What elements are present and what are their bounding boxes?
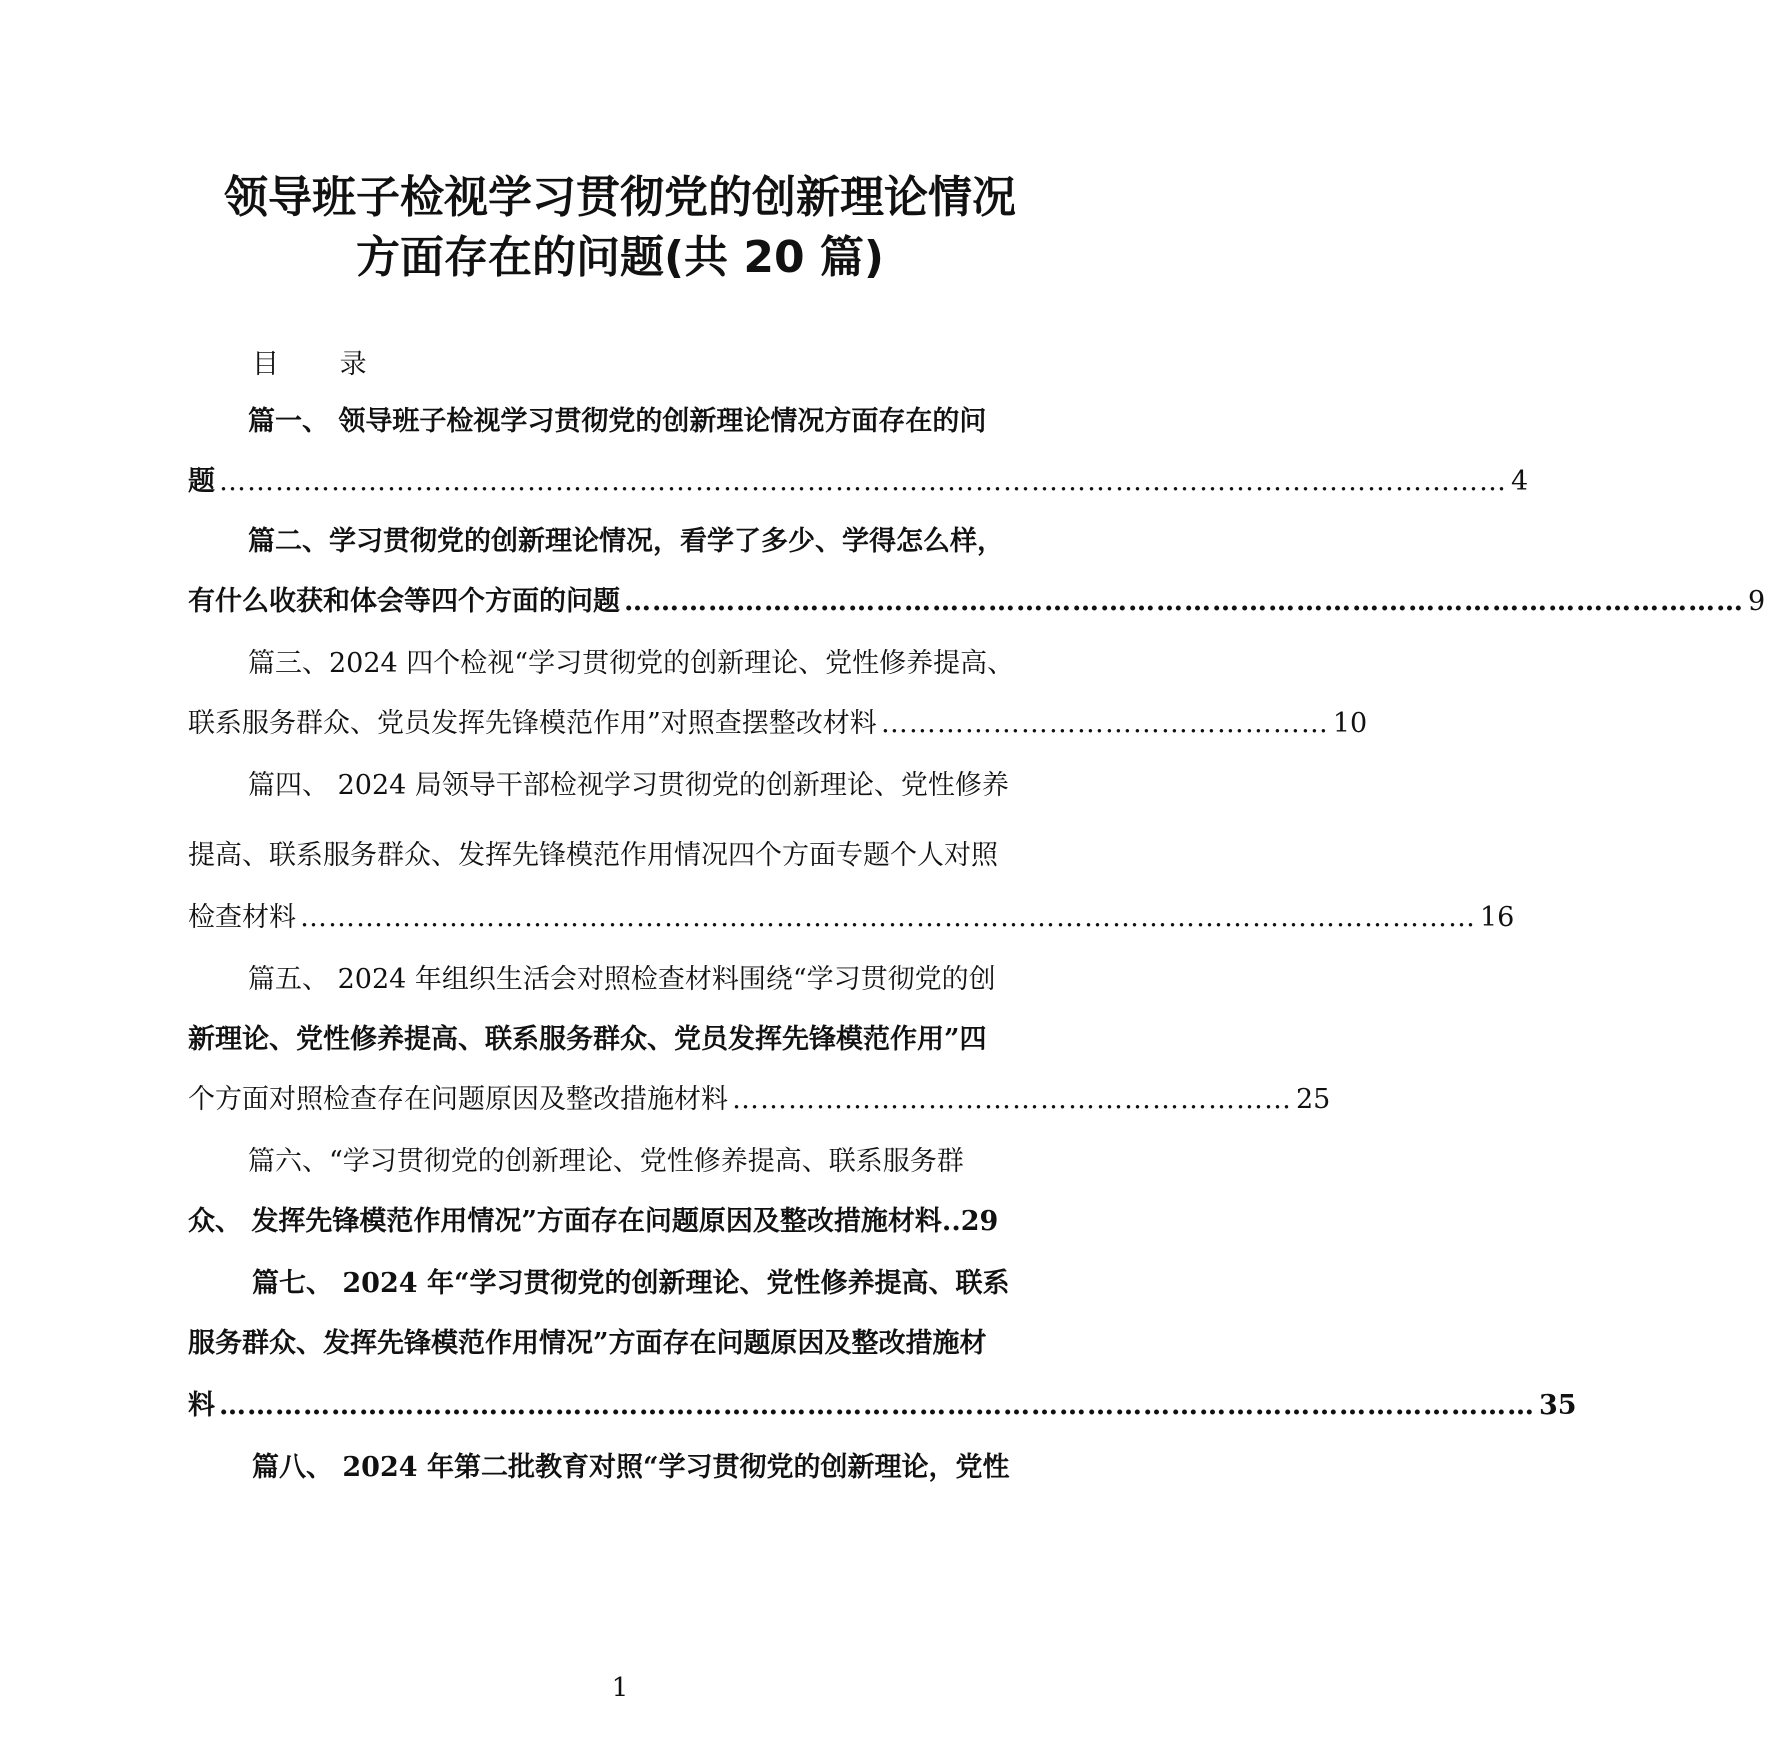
toc-heading: 目 录 [252,349,393,380]
toc-item-7-line1[interactable]: 篇七、 2024 年“学习贯彻党的创新理论、党性修养提高、联系 [252,1268,1010,1299]
toc-item-1-line2[interactable] [188,462,1529,502]
toc-item-5-line2[interactable]: 新理论、党性修养提高、联系服务群众、党员发挥先锋模范作用”四 [188,1024,987,1055]
toc-item-5-line1[interactable]: 篇五、 2024 年组织生活会对照检查材料围绕“学习贯彻党的创 [248,964,996,995]
toc-leader-dots: ……………………………………………………………………………………………………………… [300,902,1476,933]
toc-item-2-line1[interactable]: 篇二、学习贯彻党的创新理论情况，看学了多少、学得怎么样， [248,526,1004,557]
toc-item-1-line1[interactable]: 篇一、 领导班子检视学习贯彻党的创新理论情况方面存在的问 [248,406,987,437]
toc-item-2-page: 9 [1748,586,1765,617]
toc-item-4-line2[interactable]: 提高、联系服务群众、发挥先锋模范作用情况四个方面专题个人对照 [188,840,998,871]
toc-item-8-line1[interactable]: 篇八、 2024 年第二批教育对照“学习贯彻党的创新理论，党性 [252,1452,1010,1483]
toc-item-1-page: 4 [1511,466,1529,497]
toc-item-4-page: 16 [1480,902,1515,933]
document-title-line2: 方面存在的问题(共 20 篇) [355,232,885,283]
toc-item-5-page: 25 [1296,1084,1331,1115]
toc-leader-dots: ………………………………………… [880,708,1329,739]
toc-item-7-text: 料 [188,1390,215,1421]
document-title-line1: 领导班子检视学习贯彻党的创新理论情况 [224,172,1016,223]
toc-leader-dots: ………………………………………………………………………………………………………… [624,586,1744,617]
toc-item-3-text: 联系服务群众、党员发挥先锋模范作用”对照查摆整改材料 [188,708,877,739]
toc-item-4-line3[interactable] [188,898,1515,938]
toc-item-3-page: 10 [1332,708,1368,739]
toc-item-7-page: 35 [1539,1390,1577,1421]
toc-item-2-text: 有什么收获和体会等四个方面的问题 [188,586,620,617]
toc-item-7-line2[interactable]: 服务群众、发挥先锋模范作用情况”方面存在问题原因及整改措施材 [188,1328,987,1359]
toc-item-2-line2[interactable] [188,582,1765,622]
toc-item-3-line2[interactable] [188,704,1368,744]
toc-item-4-text: 检查材料 [188,902,296,933]
toc-leader-dots: …………………………………………………… [732,1084,1292,1115]
page-number: 1 [611,1673,629,1703]
toc-leader-dots: …………………………………………………………………………………………………………………………… [219,1390,1535,1421]
toc-item-7-line3[interactable] [188,1386,1577,1426]
toc-item-6-line2[interactable]: 众、 发挥先锋模范作用情况”方面存在问题原因及整改措施材料..29 [188,1206,999,1237]
toc-item-5-line3[interactable] [188,1080,1331,1120]
toc-leader-dots: ………………………………………………………………………………………………………………………… [219,466,1507,497]
toc-item-6-line1[interactable]: 篇六、“学习贯彻党的创新理论、党性修养提高、联系服务群 [248,1146,964,1177]
toc-item-3-line1[interactable]: 篇三、2024 四个检视“学习贯彻党的创新理论、党性修养提高、 [248,648,1015,679]
toc-item-5-text: 个方面对照检查存在问题原因及整改措施材料 [188,1084,728,1115]
toc-item-1-text: 题 [188,466,215,497]
toc-item-4-line1[interactable]: 篇四、 2024 局领导干部检视学习贯彻党的创新理论、党性修养 [248,770,1009,801]
